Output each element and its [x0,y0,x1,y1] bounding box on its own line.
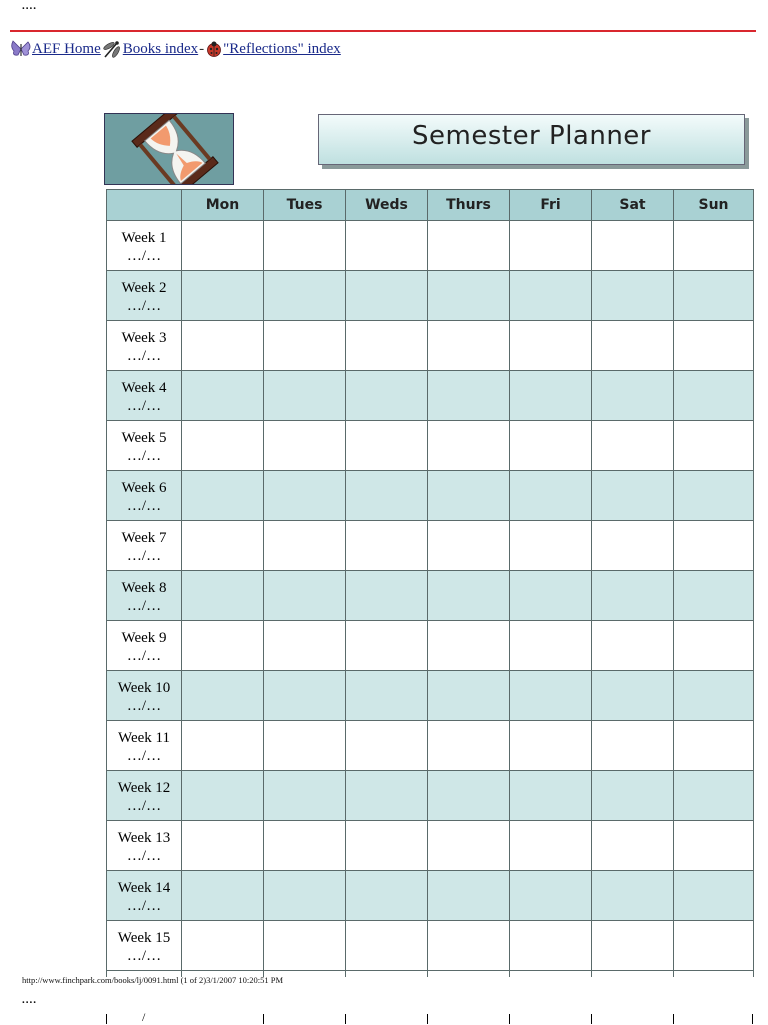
planner-cell[interactable] [428,921,510,971]
planner-cell[interactable] [428,371,510,421]
week-row [107,421,754,471]
bottom-ellipsis: .... [22,994,37,1006]
planner-cell[interactable] [182,321,264,371]
planner-cell[interactable] [346,521,428,571]
fragment-tick [345,1014,346,1024]
planner-cell[interactable] [674,421,754,471]
planner-cell[interactable] [182,521,264,571]
week-label: Week 4 [121,379,167,396]
planner-cell[interactable] [592,871,674,921]
top-ellipsis: .... [22,0,37,12]
week-date: …/… [126,247,162,264]
planner-cell[interactable] [592,321,674,371]
planner-cell[interactable] [346,571,428,621]
planner-cell[interactable] [182,721,264,771]
planner-cell[interactable] [510,571,592,621]
planner-cell[interactable] [592,571,674,621]
hourglass-icon [105,114,233,184]
planner-cell[interactable] [346,321,428,371]
day-header: Mon [182,190,264,221]
planner-cell[interactable] [674,921,754,971]
week-date: …/… [126,947,162,964]
header-row [107,190,754,221]
planner-cell[interactable] [264,371,346,421]
week-date: …/… [126,397,162,414]
fragment-tick [591,1014,592,1024]
planner-cell[interactable] [346,671,428,721]
planner-cell[interactable] [592,721,674,771]
nav-link-books-index[interactable]: Books index [122,40,199,57]
planner-cell[interactable] [674,221,754,271]
week-label-cell [107,371,182,421]
planner-cell[interactable] [510,221,592,271]
planner-cell[interactable] [592,621,674,671]
planner-cell[interactable] [592,471,674,521]
planner-cell[interactable] [592,921,674,971]
week-label-cell [107,721,182,771]
planner-cell[interactable] [510,871,592,921]
hourglass-logo [104,113,234,185]
planner-cell[interactable] [182,221,264,271]
day-header: Thurs [428,190,510,221]
week-date: …/… [126,297,162,314]
planner-cell[interactable] [674,521,754,571]
planner-cell[interactable] [264,771,346,821]
planner-cell[interactable] [592,521,674,571]
week-row [107,771,754,821]
planner-cell[interactable] [346,471,428,521]
planner-cell[interactable] [674,671,754,721]
week-label: Week 7 [121,529,167,546]
week-row [107,671,754,721]
week-row [107,321,754,371]
week-date: …/… [126,597,162,614]
planner-cell[interactable] [264,721,346,771]
planner-cell[interactable] [510,721,592,771]
week-label: Week 11 [118,729,170,746]
day-header: Weds [346,190,428,221]
planner-cell[interactable] [182,671,264,721]
week-label: Week 3 [121,329,167,346]
planner-cell[interactable] [674,821,754,871]
planner-cell[interactable] [182,371,264,421]
planner-cell-partial [510,971,592,977]
fragment-text: / [142,1010,146,1024]
nav-separator: - [199,40,205,57]
dragonfly-icon [101,38,123,60]
fragment-tick [263,1014,264,1024]
week-row [107,371,754,421]
planner-cell[interactable] [428,271,510,321]
planner-cell[interactable] [182,471,264,521]
fragment-tick [106,1014,107,1024]
planner-cell[interactable] [346,371,428,421]
day-header: Sun [674,190,754,221]
planner-cell[interactable] [592,671,674,721]
week-row [107,521,754,571]
week-label-cell [107,771,182,821]
planner-cell[interactable] [428,321,510,371]
planner-cell[interactable] [510,521,592,571]
fragment-tick [673,1014,674,1024]
week-label: Week 13 [117,829,171,846]
planner-cell[interactable] [510,421,592,471]
week-label-cell [107,821,182,871]
week-label: Week 15 [117,929,171,946]
planner-cell[interactable] [674,271,754,321]
planner-cell[interactable] [674,871,754,921]
planner-cell[interactable] [264,221,346,271]
planner-cell[interactable] [510,821,592,871]
planner-cell[interactable] [264,921,346,971]
week-label-cell [107,271,182,321]
planner-cell[interactable] [592,821,674,871]
week-label-cell [107,921,182,971]
week-row [107,821,754,871]
butterfly-icon [10,39,32,59]
day-header: Fri [510,190,592,221]
ladybug-icon [205,40,223,58]
week-label-cell [107,571,182,621]
planner-cell[interactable] [592,421,674,471]
week-date: …/… [126,797,162,814]
planner-cell[interactable] [428,421,510,471]
planner-title-banner [318,114,745,165]
planner-cell[interactable] [510,471,592,521]
fragment-tick [509,1014,510,1024]
planner-cell[interactable] [264,321,346,371]
week-label-cell [107,421,182,471]
week-label-cell [107,221,182,271]
week-label: Week 1 [121,229,167,246]
planner-cell[interactable] [346,721,428,771]
week-row [107,571,754,621]
planner-cell[interactable] [428,721,510,771]
planner-cell[interactable] [428,871,510,921]
fragment-tick [427,1014,428,1024]
planner-cell[interactable] [592,771,674,821]
planner-cell[interactable] [510,621,592,671]
planner-cell[interactable] [428,221,510,271]
week-date: …/… [126,347,162,364]
week-row [107,871,754,921]
week-label-cell [107,321,182,371]
week-date: …/… [126,697,162,714]
planner-cell[interactable] [674,771,754,821]
week-row [107,471,754,521]
planner-cell[interactable] [428,621,510,671]
week-date: …/… [126,647,162,664]
week-label: Week 2 [121,279,167,296]
planner-cell[interactable] [182,771,264,821]
planner-cell[interactable] [510,921,592,971]
week-row [107,271,754,321]
planner-cell[interactable] [428,571,510,621]
planner-cell[interactable] [182,821,264,871]
day-header: Tues [264,190,346,221]
planner-cell[interactable] [510,371,592,421]
planner-cell[interactable] [428,771,510,821]
planner-cell[interactable] [346,871,428,921]
planner-cell[interactable] [346,421,428,471]
week-label: Week 8 [121,579,167,596]
week-label: Week 5 [121,429,167,446]
planner-cell[interactable] [428,821,510,871]
day-header: Sat [592,190,674,221]
planner-cell-partial [428,971,510,977]
week-date: …/… [126,897,162,914]
planner-cell[interactable] [346,921,428,971]
week-date: …/… [126,747,162,764]
semester-planner-table [106,189,754,977]
planner-cell[interactable] [674,471,754,521]
planner-cell[interactable] [592,271,674,321]
planner-cell[interactable] [510,671,592,721]
planner-cell[interactable] [510,271,592,321]
planner-cell[interactable] [264,621,346,671]
week-label-cell [107,521,182,571]
planner-cell[interactable] [510,771,592,821]
planner-cell[interactable] [674,621,754,671]
week-label: Week 6 [121,479,167,496]
week-label: Week 9 [121,629,167,646]
nav-link-aef-home[interactable]: AEF Home [32,40,101,57]
planner-cell[interactable] [264,571,346,621]
next-page-fragment [106,1010,753,1024]
planner-cell[interactable] [182,571,264,621]
week-label-cell [107,471,182,521]
planner-cell[interactable] [182,621,264,671]
planner-cell[interactable] [674,721,754,771]
planner-cell[interactable] [592,371,674,421]
planner-cell[interactable] [428,671,510,721]
page-title: Semester Planner [412,121,651,151]
week-row [107,621,754,671]
planner-cell[interactable] [264,471,346,521]
planner-cell[interactable] [346,621,428,671]
planner-cell[interactable] [674,321,754,371]
planner-cell[interactable] [346,821,428,871]
week-label-cell [107,871,182,921]
planner-cell[interactable] [346,771,428,821]
planner-cell-partial [674,971,754,977]
week-row [107,221,754,271]
week-label: Week 12 [117,779,171,796]
top-divider [10,30,756,32]
footer-url: http://www.finchpark.com/books/lj/0091.html (1 of 2)3/1/2007 10:20:51 PM [22,975,284,985]
planner-cell[interactable] [264,521,346,571]
planner-cell[interactable] [264,871,346,921]
planner-cell[interactable] [182,421,264,471]
planner-cell[interactable] [182,921,264,971]
planner-cell-partial [592,971,674,977]
planner-cell[interactable] [346,271,428,321]
week-date: …/… [126,847,162,864]
week-date: …/… [126,447,162,464]
planner-cell[interactable] [428,521,510,571]
week-label-cell [107,621,182,671]
planner-cell[interactable] [346,221,428,271]
week-date: …/… [126,497,162,514]
planner-cell[interactable] [264,821,346,871]
week-label-cell [107,671,182,721]
week-row [107,921,754,971]
planner-cell[interactable] [182,271,264,321]
corner-cell [107,190,182,221]
planner-cell-partial [346,971,428,977]
planner-cell[interactable] [674,571,754,621]
planner-cell[interactable] [592,221,674,271]
week-label: Week 10 [117,679,171,696]
week-date: …/… [126,547,162,564]
planner-cell[interactable] [264,671,346,721]
week-label: Week 14 [117,879,171,896]
nav-bar [10,38,341,60]
planner-cell[interactable] [264,421,346,471]
fragment-tick [752,1014,753,1024]
planner-cell[interactable] [264,271,346,321]
planner-cell[interactable] [182,871,264,921]
planner-cell[interactable] [510,321,592,371]
planner-cell[interactable] [428,471,510,521]
week-row [107,721,754,771]
planner-cell[interactable] [674,371,754,421]
nav-link-reflections-index[interactable]: "Reflections" index [223,40,341,57]
